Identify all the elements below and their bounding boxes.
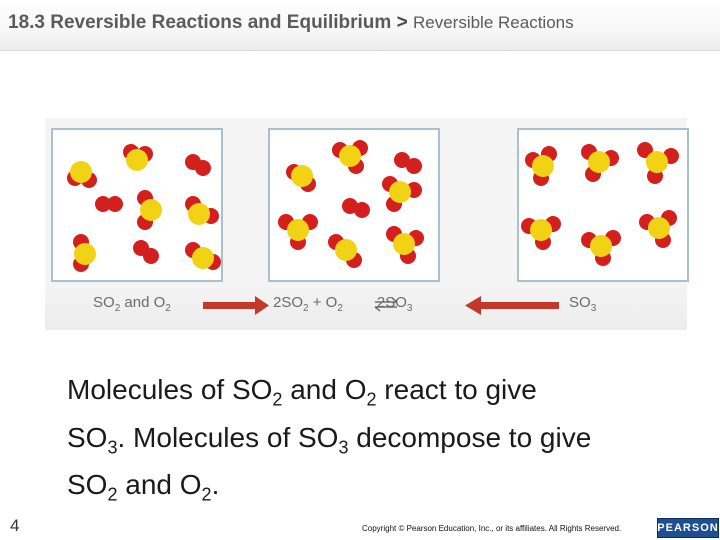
slide-body-text: Molecules of $SO_2$ and $O_2$ react to give $SO_3$. Molecules of $SO_3$ decompose to give $SO_2$ and $O_2$. <box>67 374 592 505</box>
forward-arrow-icon <box>203 296 269 315</box>
slide-title <box>8 12 574 34</box>
title-separator: > <box>396 12 408 33</box>
reverse-arrow-icon <box>465 296 559 315</box>
copyright-notice: Copyright © Pearson Education, Inc., or its affiliates. All Rights Reserved. <box>362 524 622 533</box>
reaction-figure <box>45 118 687 330</box>
page-number: 4 <box>10 516 20 535</box>
pearson-logo: PEARSON <box>657 518 719 538</box>
label-equation: $2SO_2 + O_2$ $2SO_3$ <box>273 294 413 314</box>
slide-header <box>0 0 720 51</box>
label-product: $SO_3$ <box>569 294 597 314</box>
section-title: Reversible Reactions <box>412 13 574 32</box>
chapter-title: 18.3 Reversible Reactions and Equilibrium <box>8 12 392 33</box>
label-reactants: $SO_2$ and $O_2$ <box>93 294 171 314</box>
